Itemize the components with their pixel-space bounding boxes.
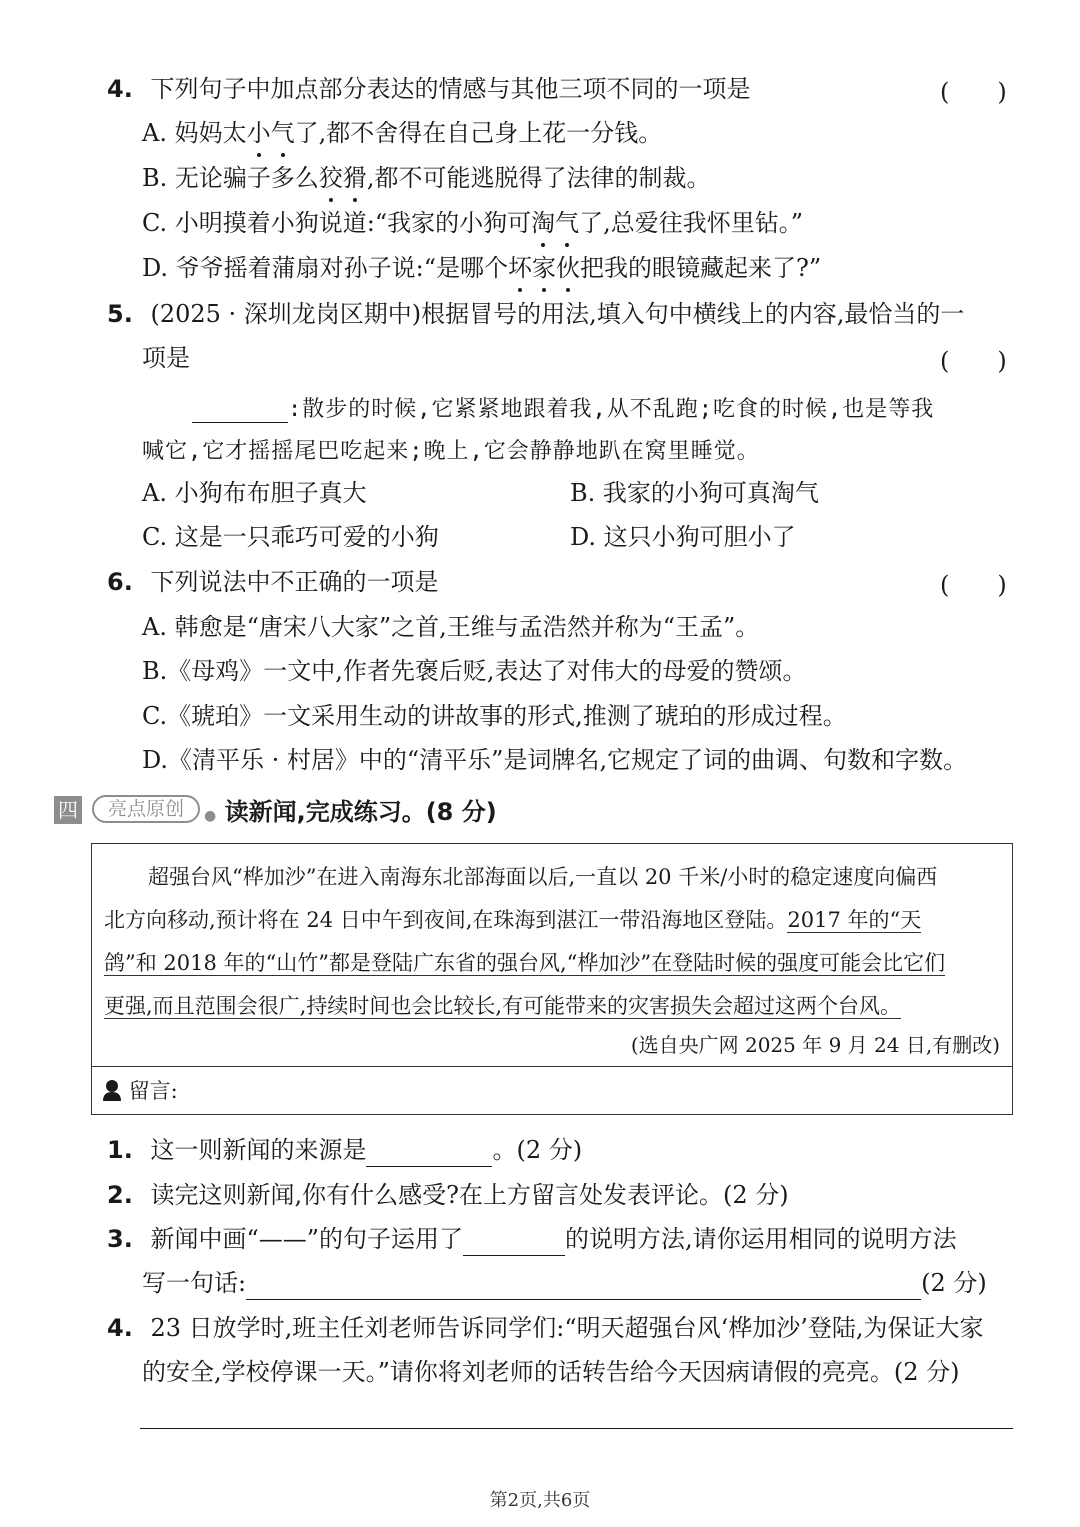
news-line-4	[104, 985, 901, 1028]
emphasis-char: 气	[271, 116, 295, 150]
q5-passage-line2: 喊它,它才摇摇尾巴吃起来;晚上,它会静静地趴在窝里睡觉。	[142, 439, 760, 464]
highlight-original-badge: 亮点原创	[92, 795, 200, 823]
question-text: (2025 · 深圳龙岗区期中)根据冒号的用法,填入句中横线上的内容,最恰当的一	[150, 300, 965, 328]
q6-stem	[107, 565, 438, 599]
option-c[interactable]: C. 小明摸着小狗说道:“我家的小狗可淘气了,总爱往我怀里钻。”	[142, 206, 803, 240]
fill-blank[interactable]	[463, 1229, 565, 1256]
option-b[interactable]: B.《母鸡》一文中,作者先褒后贬,表达了对伟大的母爱的赞颂。	[142, 657, 807, 685]
sub-question-2: 2. 读完这则新闻,你有什么感受?在上方留言处发表评论。(2 分)	[107, 1181, 789, 1209]
answer-line[interactable]	[246, 1273, 921, 1300]
option-d[interactable]: D.《清平乐 · 村居》中的“清平乐”是词牌名,它规定了词的曲调、句数和字数。	[142, 746, 968, 774]
option-a[interactable]: A. 妈妈太小气了,都不舍得在自己身上花一分钱。	[142, 116, 662, 150]
question-number: 5.	[107, 300, 133, 328]
fill-blank[interactable]	[192, 396, 288, 423]
emphasis-char: 家	[532, 251, 556, 285]
underlined-sentence: 2017 年的“天	[787, 908, 922, 932]
question-text: 下列句子中加点部分表达的情感与其他三项不同的一项是	[150, 75, 751, 103]
sub-question-4: 4. 23 日放学时,班主任刘老师告诉同学们:“明天超强台风‘桦加沙’登陆,为保证大家	[107, 1314, 984, 1342]
answer-paren[interactable]: ( )	[940, 78, 1007, 106]
comment-label: 留言:	[128, 1079, 178, 1103]
emphasis-char: 小	[247, 116, 271, 150]
option-a[interactable]: A. 小狗布布胆子真大	[142, 479, 367, 507]
news-line-1: 超强台风“桦加沙”在进入南海东北部海面以后,一直以 20 千米/小时的稳定速度向偏西	[148, 865, 938, 889]
comment-area[interactable]	[102, 1076, 178, 1106]
divider	[92, 1066, 1012, 1067]
option-d[interactable]: D. 这只小狗可胆小了	[570, 523, 796, 551]
option-c[interactable]: C.《琥珀》一文采用生动的讲故事的形式,推测了琥珀的形成过程。	[142, 702, 847, 730]
fill-blank[interactable]	[366, 1140, 492, 1167]
news-box	[91, 843, 1013, 1115]
person-icon	[102, 1079, 122, 1101]
news-source: (选自央广网 2025 年 9 月 24 日,有删改)	[630, 1033, 1000, 1057]
section-title: ● 读新闻,完成练习。(8 分)	[204, 798, 497, 826]
q5-stem	[107, 297, 964, 331]
option-a[interactable]: A. 韩愈是“唐宋八大家”之首,王维与孟浩然并称为“王孟”。	[142, 613, 760, 641]
question-number: 6.	[107, 568, 133, 596]
answer-paren[interactable]: ( )	[940, 347, 1007, 375]
sub-question-3-cont: 写一句话: (2 分)	[142, 1266, 987, 1300]
answer-line[interactable]	[140, 1428, 1013, 1429]
page-number: 第2页,共6页	[489, 1490, 591, 1511]
emphasis-char: 伙	[556, 251, 580, 285]
option-b[interactable]: B. 我家的小狗可真淘气	[570, 479, 819, 507]
sub-question-4-cont: 的安全,学校停课一天。”请你将刘老师的话转告给今天因病请假的亮亮。(2 分)	[142, 1358, 960, 1386]
q4-stem	[107, 72, 750, 106]
emphasis-char: 坏	[508, 251, 532, 285]
q5-passage-line1: :散步的时候,它紧紧地跟着我,从不乱跑;吃食的时候,也是等我	[192, 392, 934, 423]
sub-question-3: 3. 新闻中画“——”的句子运用了 的说明方法,请你运用相同的说明方法	[107, 1222, 957, 1256]
question-number: 4.	[107, 75, 133, 103]
answer-paren[interactable]: ( )	[940, 571, 1007, 599]
emphasis-char: 气	[555, 206, 579, 240]
underlined-sentence: 更强,而且范围会很广,持续时间也会比较长,有可能带来的灾害损失会超过这两个台风。	[104, 994, 902, 1018]
news-line-2: 北方向移动,预计将在 24 日中午到夜间,在珠海到湛江一带沿海地区登陆。2017 年的“天	[104, 908, 922, 932]
q5-stem-cont: 项是	[142, 344, 190, 372]
emphasis-char: 狡	[319, 161, 343, 195]
emphasis-char: 淘	[531, 206, 555, 240]
option-b[interactable]: B. 无论骗子多么狡猾,都不可能逃脱得了法律的制裁。	[142, 161, 711, 195]
option-d[interactable]: D. 爷爷摇着蒲扇对孙子说:“是哪个坏家伙把我的眼镜藏起来了?”	[142, 251, 821, 285]
question-text: 下列说法中不正确的一项是	[150, 568, 439, 596]
section-number-badge: 四	[54, 796, 82, 824]
underlined-sentence: 鸽”和 2018 年的“山竹”都是登陆广东省的强台风,“桦加沙”在登陆时候的强度可能会比它们	[104, 951, 946, 975]
sub-question-1: 1. 这一则新闻的来源是 。(2 分)	[107, 1133, 582, 1167]
bullet-icon: ●	[204, 808, 217, 824]
emphasis-char: 猾	[343, 161, 367, 195]
option-c[interactable]: C. 这是一只乖巧可爱的小狗	[142, 523, 439, 551]
news-line-3	[104, 942, 945, 985]
